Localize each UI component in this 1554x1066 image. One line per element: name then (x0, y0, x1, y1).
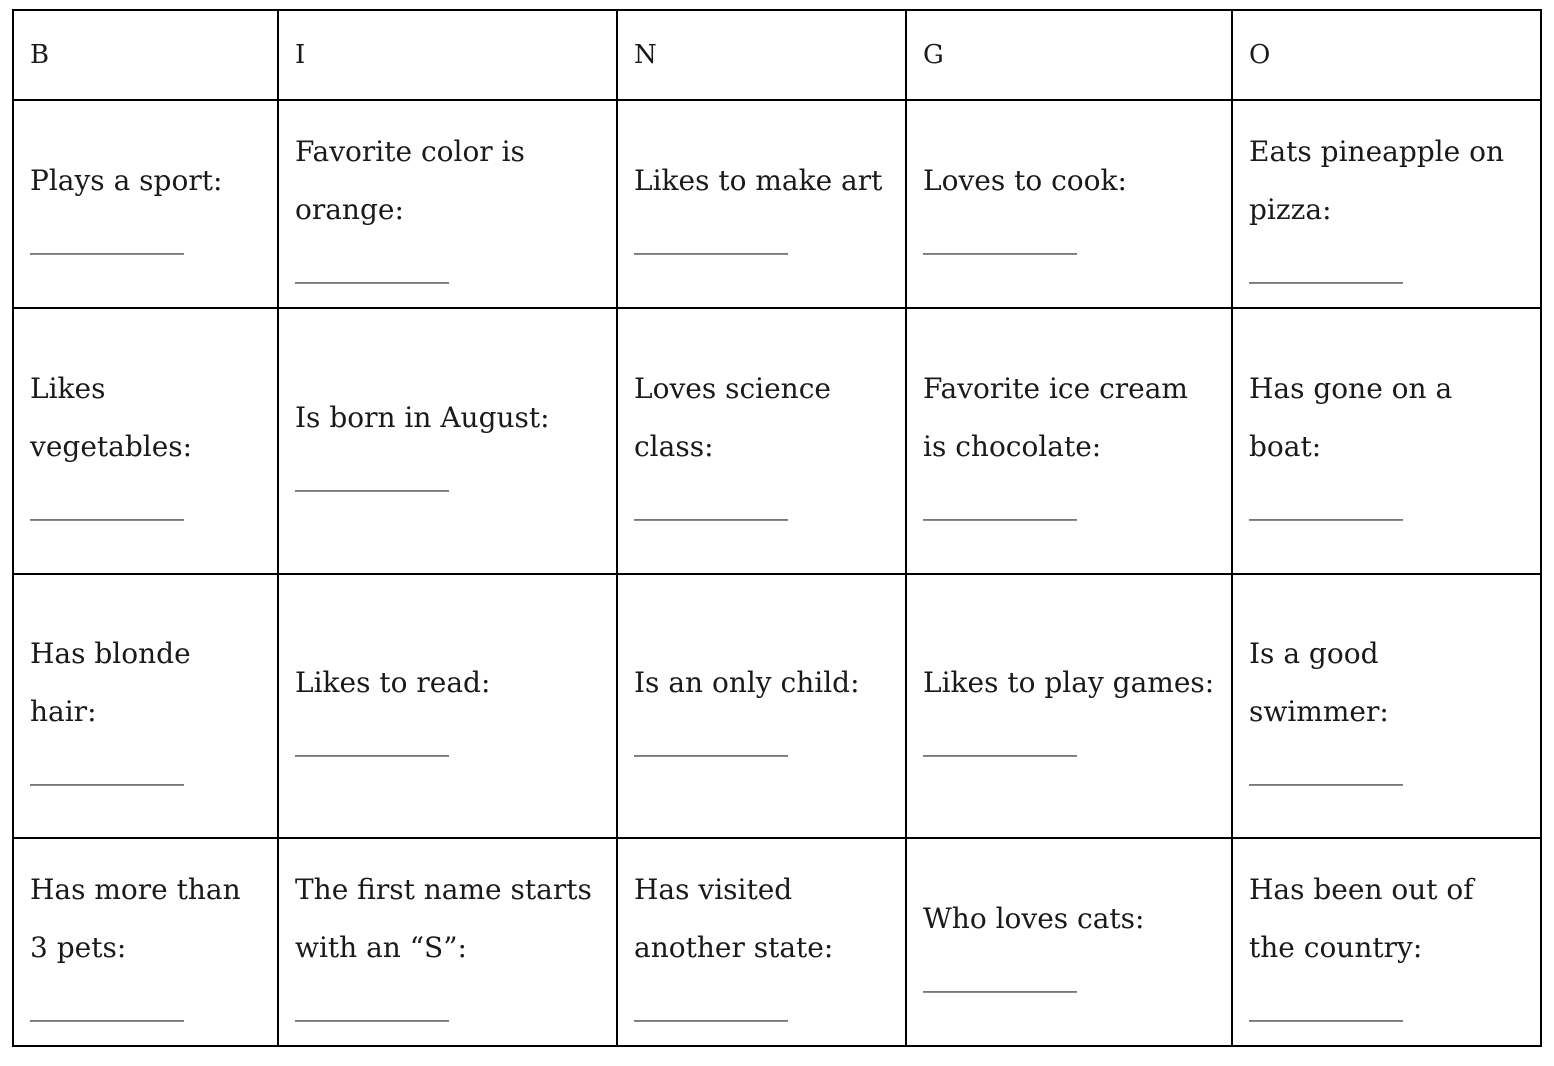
cell-prompt: Has visited another state: (634, 873, 834, 964)
cell-prompt: Likes vegetables: (30, 372, 193, 463)
bingo-cell (617, 100, 906, 308)
header-row (13, 10, 1541, 100)
answer-blank: ___________ (295, 724, 449, 757)
answer-blank: ___________ (634, 724, 788, 757)
answer-blank: ___________ (923, 724, 1077, 757)
cell-prompt: Loves science class: (634, 372, 831, 463)
bingo-row (13, 100, 1541, 308)
bingo-cell (617, 308, 906, 574)
bingo-cell (617, 838, 906, 1046)
bingo-cell (13, 308, 278, 574)
answer-blank: ___________ (923, 222, 1077, 255)
bingo-cell (278, 100, 617, 308)
header-cell-g: G (906, 10, 1232, 100)
header-cell-b: B (13, 10, 278, 100)
answer-blank: ___________ (1249, 251, 1403, 284)
cell-prompt: Has blonde hair: (30, 637, 191, 728)
answer-blank: ___________ (295, 251, 449, 284)
cell-prompt: Has been out of the country: (1249, 873, 1474, 964)
cell-prompt: Likes to make art (634, 164, 883, 197)
bingo-cell (1232, 838, 1541, 1046)
answer-blank: ___________ (30, 753, 184, 786)
cell-prompt: Plays a sport: (30, 164, 223, 197)
bingo-cell (13, 574, 278, 838)
cell-prompt: Who loves cats: (923, 902, 1145, 935)
bingo-row (13, 308, 1541, 574)
bingo-cell (906, 100, 1232, 308)
bingo-cell (278, 574, 617, 838)
header-cell-o: O (1232, 10, 1541, 100)
bingo-cell (906, 574, 1232, 838)
answer-blank: ___________ (923, 488, 1077, 521)
bingo-cell (617, 574, 906, 838)
answer-blank: ___________ (30, 222, 184, 255)
bingo-cell (13, 838, 278, 1046)
cell-prompt: Is a good swimmer: (1249, 637, 1389, 728)
cell-prompt: Favorite color is orange: (295, 135, 525, 226)
bingo-cell (1232, 100, 1541, 308)
bingo-card (12, 9, 1542, 1047)
bingo-row (13, 838, 1541, 1046)
bingo-cell (906, 838, 1232, 1046)
answer-blank: ___________ (634, 989, 788, 1022)
cell-prompt: Loves to cook: (923, 164, 1127, 197)
answer-blank: ___________ (923, 960, 1077, 993)
bingo-row (13, 574, 1541, 838)
cell-prompt: Is an only child: (634, 666, 860, 699)
bingo-cell (1232, 308, 1541, 574)
cell-prompt: The first name starts with an “S”: (295, 873, 592, 964)
header-cell-i: I (278, 10, 617, 100)
cell-prompt: Is born in August: (295, 401, 550, 434)
bingo-cell (278, 838, 617, 1046)
cell-prompt: Has more than 3 pets: (30, 873, 241, 964)
bingo-cell (278, 308, 617, 574)
cell-prompt: Likes to play games: (923, 666, 1215, 699)
answer-blank: ___________ (1249, 989, 1403, 1022)
answer-blank: ___________ (634, 222, 788, 255)
answer-blank: ___________ (30, 488, 184, 521)
bingo-cell (13, 100, 278, 308)
cell-prompt: Has gone on a boat: (1249, 372, 1453, 463)
cell-prompt: Eats pineapple on pizza: (1249, 135, 1504, 226)
header-cell-n: N (617, 10, 906, 100)
answer-blank: ___________ (295, 989, 449, 1022)
answer-blank: ___________ (1249, 753, 1403, 786)
answer-blank: ___________ (30, 989, 184, 1022)
bingo-cell (1232, 574, 1541, 838)
bingo-cell (906, 308, 1232, 574)
cell-prompt: Favorite ice cream is chocolate: (923, 372, 1188, 463)
answer-blank: ___________ (1249, 488, 1403, 521)
answer-blank: ___________ (295, 459, 449, 492)
cell-prompt: Likes to read: (295, 666, 491, 699)
answer-blank: ___________ (634, 488, 788, 521)
